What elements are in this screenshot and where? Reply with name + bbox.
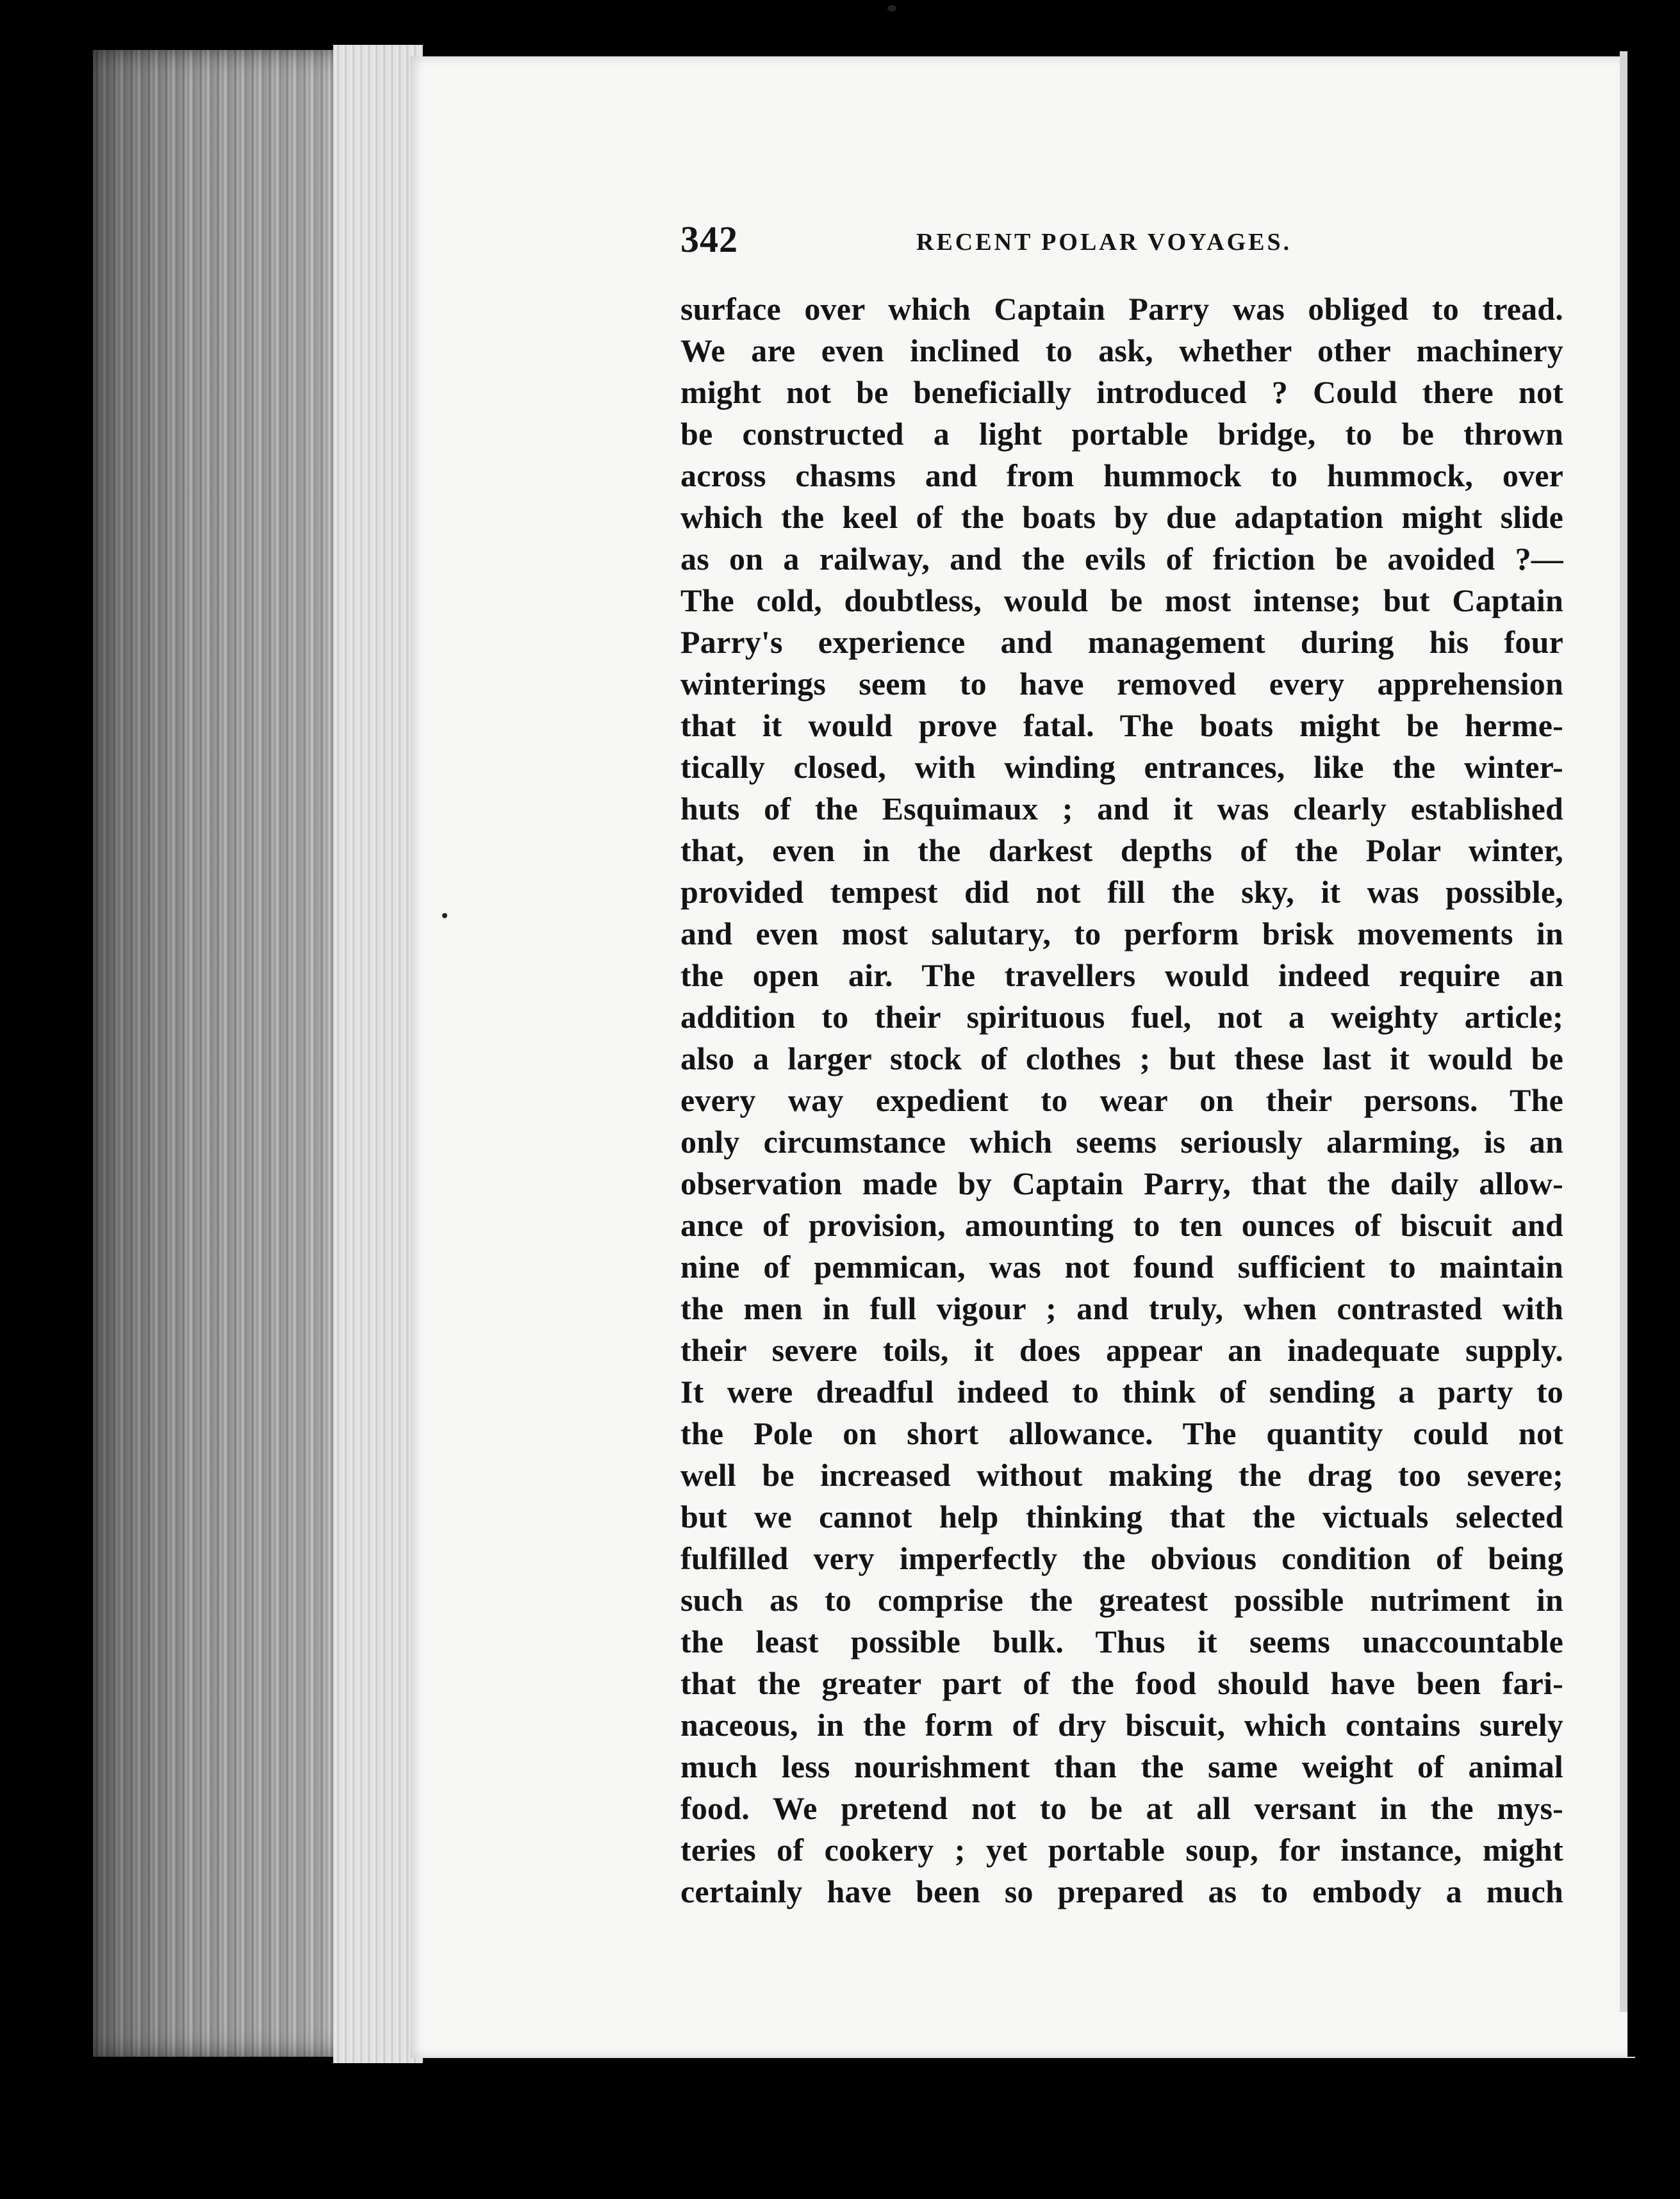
dust-speck bbox=[887, 5, 896, 12]
text-line: nine of pemmican, was not found sufficient to maintain bbox=[680, 1249, 1563, 1285]
text-line: also a larger stock of clothes ; but these last it would be bbox=[680, 1041, 1563, 1076]
text-line: but we cannot help thinking that the victuals selected bbox=[680, 1499, 1563, 1535]
page-number: 342 bbox=[680, 218, 738, 260]
text-line: surface over which Captain Parry was obliged to tread. bbox=[680, 291, 1563, 327]
text-line: much less nourishment than the same weight of animal bbox=[680, 1749, 1563, 1784]
text-line: certainly have been so prepared as to embody a much bbox=[680, 1874, 1563, 1909]
text-line: naceous, in the form of dry biscuit, which contains surely bbox=[680, 1707, 1563, 1743]
text-line: We are even inclined to ask, whether other machinery bbox=[680, 333, 1563, 368]
text-line: Parry's experience and management during his four bbox=[680, 624, 1563, 660]
page-content bbox=[680, 211, 1563, 1913]
text-line: food. We pretend not to be at all versant in the mys- bbox=[680, 1790, 1563, 1826]
text-line: provided tempest did not fill the sky, it was possible, bbox=[680, 874, 1563, 910]
text-line: The cold, doubtless, would be most intense; but Captain bbox=[680, 582, 1563, 618]
text-line: well be increased without making the drag too severe; bbox=[680, 1457, 1563, 1493]
text-line: huts of the Esquimaux ; and it was clearly established bbox=[680, 791, 1563, 827]
text-line: only circumstance which seems seriously alarming, is an bbox=[680, 1124, 1563, 1160]
text-line: the open air. The travellers would indeed require an bbox=[680, 957, 1563, 993]
text-line: every way expedient to wear on their persons. The bbox=[680, 1082, 1563, 1118]
running-title: RECENT POLAR VOYAGES. bbox=[916, 229, 1292, 256]
text-line: their severe toils, it does appear an inadequate supply. bbox=[680, 1332, 1563, 1368]
text-line: and even most salutary, to perform brisk movements in bbox=[680, 916, 1563, 951]
text-line: addition to their spirituous fuel, not a weighty article; bbox=[680, 999, 1563, 1035]
text-line: which the keel of the boats by due adaptation might slide bbox=[680, 499, 1563, 535]
text-line: fulfilled very imperfectly the obvious condition of being bbox=[680, 1540, 1563, 1576]
text-line: be constructed a light portable bridge, to be thrown bbox=[680, 416, 1563, 452]
text-line: that it would prove fatal. The boats might be herme- bbox=[680, 707, 1563, 743]
text-line: the Pole on short allowance. The quantity could not bbox=[680, 1415, 1563, 1451]
running-head bbox=[680, 211, 1563, 288]
text-line: observation made by Captain Parry, that the daily allow- bbox=[680, 1165, 1563, 1201]
text-line: that the greater part of the food should have been fari- bbox=[680, 1665, 1563, 1701]
scan-border-right bbox=[1627, 19, 1680, 2057]
text-line: that, even in the darkest depths of the Polar winter, bbox=[680, 832, 1563, 868]
text-line: winterings seem to have removed every apprehension bbox=[680, 666, 1563, 702]
page-edge-highlight bbox=[333, 45, 423, 2063]
text-line: such as to comprise the greatest possible nutriment in bbox=[680, 1582, 1563, 1618]
text-line: the least possible bulk. Thus it seems unaccountable bbox=[680, 1624, 1563, 1660]
text-line: tically closed, with winding entrances, like the winter- bbox=[680, 749, 1563, 785]
text-line: as on a railway, and the evils of friction be avoided ?— bbox=[680, 541, 1563, 577]
text-line: the men in full vigour ; and truly, when contrasted with bbox=[680, 1290, 1563, 1326]
text-line: ance of provision, amounting to ten ounces of biscuit and bbox=[680, 1207, 1563, 1243]
dust-speck bbox=[442, 913, 447, 918]
body-text bbox=[680, 288, 1563, 1913]
text-line: might not be beneficially introduced ? Could there not bbox=[680, 374, 1563, 410]
text-line: It were dreadful indeed to think of sending a party to bbox=[680, 1374, 1563, 1410]
text-line: teries of cookery ; yet portable soup, for instance, might bbox=[680, 1832, 1563, 1868]
text-line: across chasms and from hummock to hummock, over bbox=[680, 457, 1563, 493]
